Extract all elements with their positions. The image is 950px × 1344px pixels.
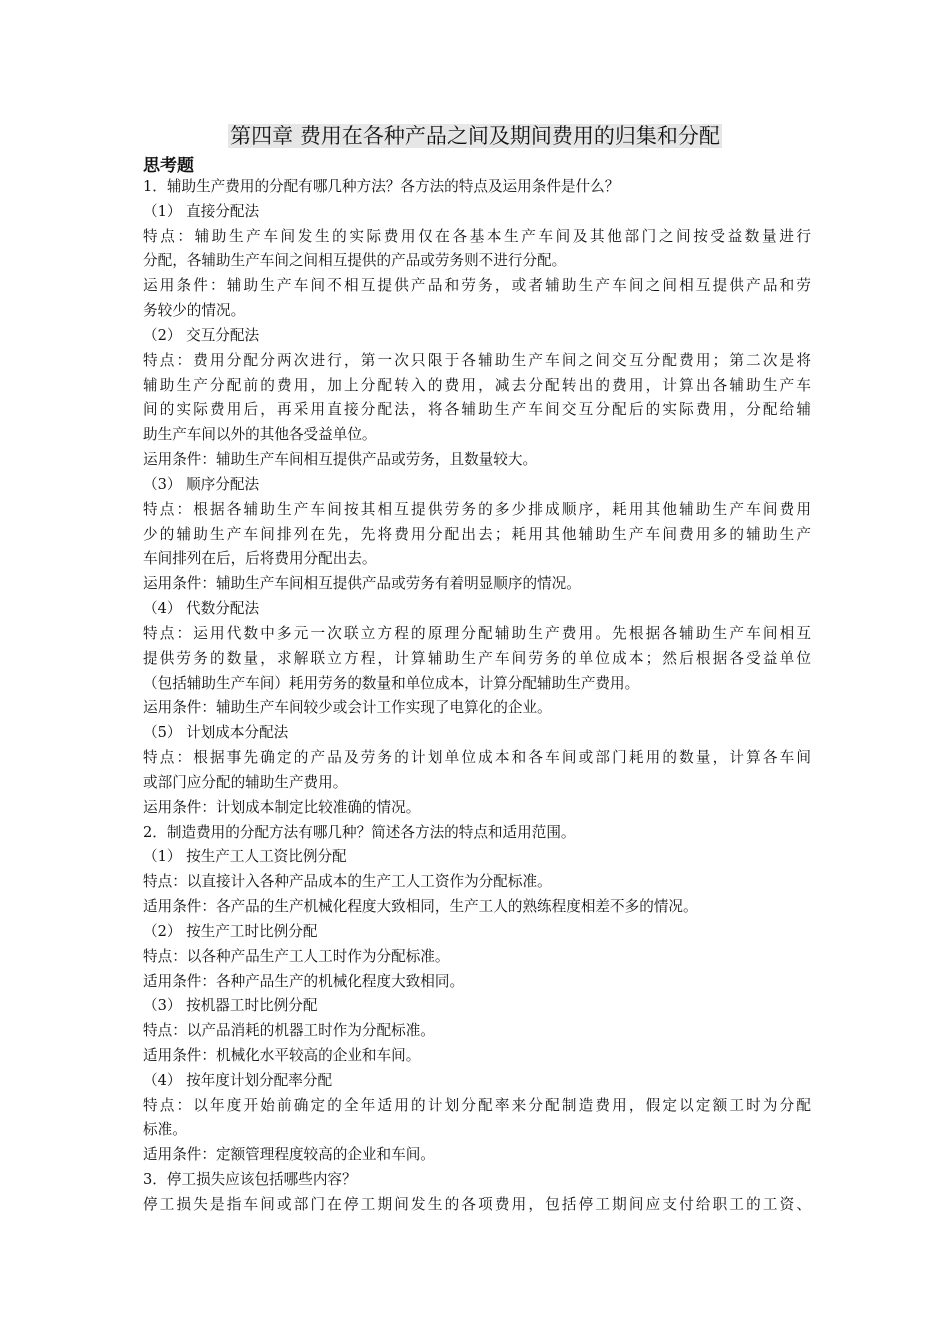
text-line: 特点：根据各辅助生产车间按其相互提供劳务的多少排成顺序，耗用其他辅助生产车间费用 (143, 500, 811, 518)
text-line: 少的辅助生产车间排列在先，先将费用分配出去；耗用其他辅助生产车间费用多的辅助生产 (143, 525, 811, 543)
chapter-title-row (0, 122, 950, 150)
text-line: 或部门应分配的辅助生产费用。 (143, 773, 348, 791)
text-line: （2） 按生产工时比例分配 (143, 922, 318, 940)
text-line: （包括辅助生产车间）耗用劳务的数量和单位成本，计算分配辅助生产费用。 (143, 674, 640, 692)
section-heading: 思考题 (143, 156, 194, 176)
text-line: （2） 交互分配法 (143, 326, 260, 344)
text-line: 特点：以各种产品生产工人工时作为分配标准。 (143, 947, 450, 965)
text-line: （5） 计划成本分配法 (143, 724, 289, 742)
text-line: 适用条件：机械化水平较高的企业和车间。 (143, 1046, 421, 1064)
text-line: 2．制造费用的分配方法有哪几种？简述各方法的特点和适用范围。 (143, 823, 576, 841)
text-line: 特点：辅助生产车间发生的实际费用仅在各基本生产车间及其他部门之间按受益数量进行 (143, 227, 811, 245)
text-line: 特点：以直接计入各种产品成本的生产工人工资作为分配标准。 (143, 873, 552, 891)
text-line: （3） 按机器工时比例分配 (143, 997, 318, 1015)
text-line: 运用条件：计划成本制定比较准确的情况。 (143, 798, 421, 816)
text-line: 1．辅助生产费用的分配有哪几种方法？各方法的特点及运用条件是什么？ (143, 178, 620, 195)
text-line: 运用条件：辅助生产车间较少或会计工作实现了电算化的企业。 (143, 699, 552, 717)
text-line: 特点：以年度开始前确定的全年适用的计划分配率来分配制造费用，假定以定额工时为分配 (143, 1096, 811, 1114)
text-line: 适用条件：各种产品生产的机械化程度大致相同。 (143, 972, 465, 990)
document-body (143, 175, 811, 1218)
text-line: 停工损失是指车间或部门在停工期间发生的各项费用，包括停工期间应支付给职工的工资、 (143, 1195, 811, 1213)
text-line: 务较少的情况。 (143, 302, 246, 320)
text-line: 运用条件：辅助生产车间不相互提供产品和劳务，或者辅助生产车间之间相互提供产品和劳 (143, 277, 811, 295)
text-line: 分配，各辅助生产车间之间相互提供的产品或劳务则不进行分配。 (143, 252, 567, 270)
text-line: 适用条件：定额管理程度较高的企业和车间。 (143, 1146, 435, 1164)
text-line: （1） 按生产工人工资比例分配 (143, 848, 347, 866)
text-line: 特点：费用分配分两次进行，第一次只限于各辅助生产车间之间交互分配费用；第二次是将 (143, 351, 811, 369)
text-line: 特点：运用代数中多元一次联立方程的原理分配辅助生产费用。先根据各辅助生产车间相互 (143, 624, 811, 642)
text-line: 适用条件：各产品的生产机械化程度大致相同，生产工人的熟练程度相差不多的情况。 (143, 898, 698, 916)
text-line: 间的实际费用后，再采用直接分配法，将各辅助生产车间交互分配后的实际费用，分配给辅 (143, 401, 811, 419)
text-line: （4） 代数分配法 (143, 600, 260, 618)
text-line: 提供劳务的数量，求解联立方程，计算辅助生产车间劳务的单位成本；然后根据各受益单位 (143, 649, 811, 667)
text-line: 标准。 (143, 1121, 187, 1139)
text-line: 辅助生产分配前的费用，加上分配转入的费用，减去分配转出的费用，计算出各辅助生产车 (143, 376, 811, 394)
text-line: 助生产车间以外的其他各受益单位。 (143, 426, 377, 444)
text-line: （3） 顺序分配法 (143, 475, 260, 493)
text-line: （4） 按年度计划分配率分配 (143, 1071, 333, 1089)
chapter-title: 第四章 费用在各种产品之间及期间费用的归集和分配 (230, 124, 720, 148)
text-line: 3．停工损失应该包括哪些内容？ (143, 1171, 357, 1189)
text-line: 车间排列在后，后将费用分配出去。 (143, 550, 377, 568)
text-line: 特点：根据事先确定的产品及劳务的计划单位成本和各车间或部门耗用的数量，计算各车间 (143, 749, 811, 767)
text-line: 运用条件：辅助生产车间相互提供产品或劳务有着明显顺序的情况。 (143, 575, 581, 593)
text-line: （1） 直接分配法 (143, 202, 260, 220)
text-line: 运用条件：辅助生产车间相互提供产品或劳务，且数量较大。 (143, 451, 538, 469)
text-line: 特点：以产品消耗的机器工时作为分配标准。 (143, 1022, 435, 1040)
